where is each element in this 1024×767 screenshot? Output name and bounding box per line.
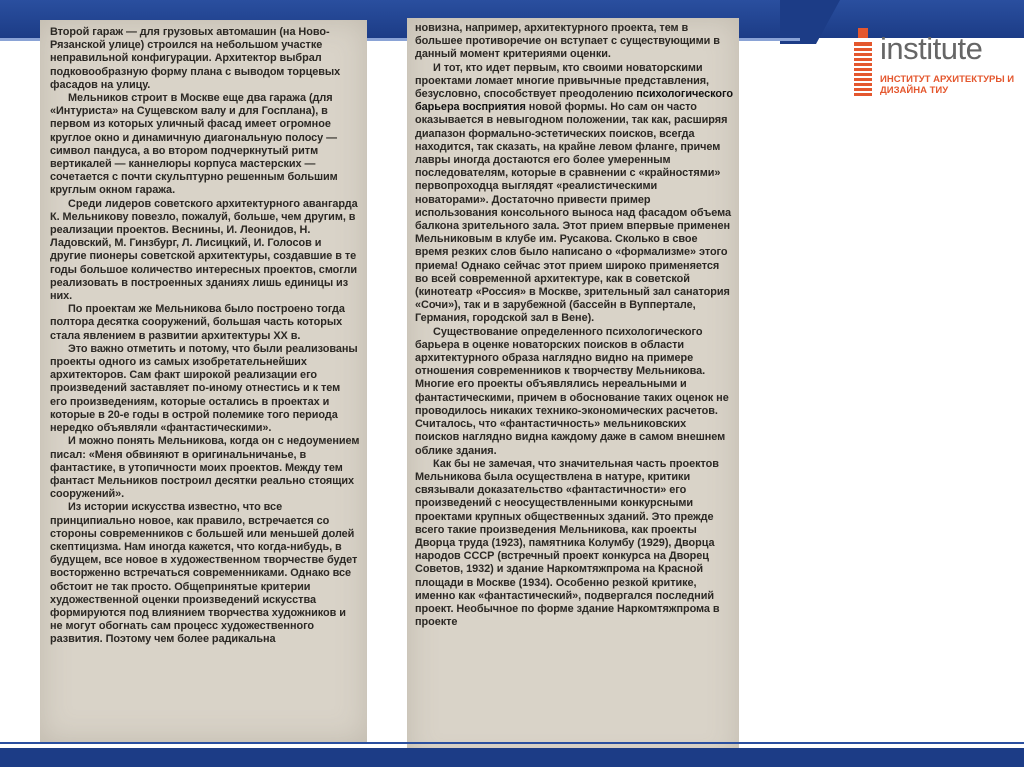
- institute-logo-mark-icon: [852, 28, 874, 100]
- scanned-page-right-column: [407, 18, 739, 766]
- left-paragraph-1: Второй гараж — для грузовых автомашин (на Ново-Рязанской улице) строился на небольшом участке неправильной конфигурации. Архитектор выбрал подковообразную форму плана с выводом торцевых фасадов на улицу.: [50, 26, 341, 91]
- right-paragraph-3: Существование определенного психологического барьера в оценке новаторских поисков в области архитектурного образа наглядно видно на примере отношения современников к творчеству Мельникова. Многие его проекты объявлялись нереальными и фантастическими, причем в обоснование таких оценок не проводилось никаких технико-экономических расчетов. Считалось, что «фантастичность» мельниковских поисков наглядно видна каждому даже в самом внешнем облике здания.: [415, 325, 729, 457]
- footer-band: [0, 748, 1024, 767]
- left-paragraph-2: Мельников строит в Москве еще два гаража (для «Интуриста» на Сущевском валу и для Госплана), в первом из которых уличный фасад имеет огромное круглое окно и динамичную диагональную полосу — символ пандуса, а во втором подчеркнутый ритм вертикалей — каннелюры корпуса мастерских — сочетается с почти скульптурно решенным большим круглым окном гаража.: [50, 92, 338, 197]
- left-paragraph-3: Среди лидеров советского архитектурного авангарда К. Мельникову повезло, пожалуй, больше, чем другим, в реализации проектов. Веснины, И. Леонидов, Н. Ладовский, М. Гинзбург, Л. Лисицкий, И. Голосов и другие пионеры советской архитектуры, создавшие в те годы большое количество интересных проектов, смогли реализовать в построенных зданиях лишь единицы из них.: [50, 197, 358, 303]
- institute-logo: [852, 24, 1017, 104]
- right-paragraph-2: [415, 62, 733, 326]
- footer-line: [0, 742, 1024, 744]
- logo-wordmark: institute: [880, 31, 983, 66]
- right-paragraph-4: Как бы не замечая, что значительная часть проектов Мельникова была осуществлена в натуре, критики связывали доказательство «фантастичности» его произведений с неосуществленными конкурсными проектами крупных общественных зданий. Это прежде всего такие произведения Мельникова, как проекты Дворца труда (1923), памятника Колумбу (1929), Дворца народов СССР (встречный проект конкурса на Дворец Советов, 1932) и здание Наркомтяжпрома на Красной площади в Москве (1934). Особенно резкой критике, именно как «фантастический», подвергался последний проект. Необычное по форме здание Наркомтяжпрома в проекте: [415, 457, 720, 629]
- right-paragraph-2-end: новой формы. Но сам он часто оказывается в невыгодном положении, так как, расширяя диапазон формально-эстетических поисков, всегда находится, так сказать, на крайне левом фланге, причем лавры иногда достаются его более умеренным последователям, которые в сравнении с «крайностями» первопроходца выглядят «реалистическими новаторами». Достаточно привести пример использования консольного выноса над фасадом объема балкона зрительного зала. Этот прием впервые применен Мельниковым в клубе им. Русакова. Сколько в свое время резких слов было написано о «формализме» этого приема! Однако сейчас этот прием широко применяется во всей современной архитектуре, как в советской (кинотеатр «Россия» в Москве, зрительный зал санатория «Сочи»), так и в зарубежной (бассейн в Вуппертале, Германия, городской зал в Вене).: [415, 101, 732, 325]
- left-paragraph-7: Из истории искусства известно, что все принципиально новое, как правило, встречается со стороны современников с большей или меньшей долей скептицизма. Нам иногда кажется, что когда-нибудь, в будущем, все новое в художественном творчестве будет восторженно встречаться современниками. Однако все обстоит не так просто. Общепринятые критерии художественной оценки произведений искусства формируются под влиянием творчества художников и не могут обогнать сам процесс художественного развития. Поэтому чем более радикальна: [50, 501, 358, 646]
- right-continuation: новизна, например, архитектурного проекта, тем в большее противоречие он вступает с существующими в данный момент критериями оценки.: [415, 22, 720, 61]
- left-paragraph-4: По проектам же Мельникова было построено тогда полтора десятка сооружений, большая часть которых стала явлением в развитии архитектуры XX в.: [50, 303, 345, 342]
- left-paragraph-5: Это важно отметить и потому, что были реализованы проекты одного из самых изобретательнейших архитекторов. Сам факт широкой реализации его произведений заставляет по-иному отнестись и к тем его произведениям, которые остались в проектах и которые в 20-е годы в острой полемике того периода нередко объявляли «фантастическими».: [50, 342, 358, 435]
- highlighted-term: психологического барьера восприятия: [415, 88, 733, 114]
- scanned-page-left-column: [40, 20, 367, 742]
- logo-subtitle: ИНСТИТУТ АРХИТЕКТУРЫ И ДИЗАЙНА ТИУ: [880, 74, 1015, 96]
- right-paragraph-2-start: И тот, кто идет первым, кто своими новаторскими проектами ломает многие привычные представления, безусловно, способствует преодолению: [415, 61, 710, 101]
- left-paragraph-6: И можно понять Мельникова, когда он с недоумением писал: «Меня обвиняют в оригинальничанье, в фантастике, в утопичности моих проектов. Между тем фантаст Мельников построил десятки реально стоящих сооружений».: [50, 435, 360, 501]
